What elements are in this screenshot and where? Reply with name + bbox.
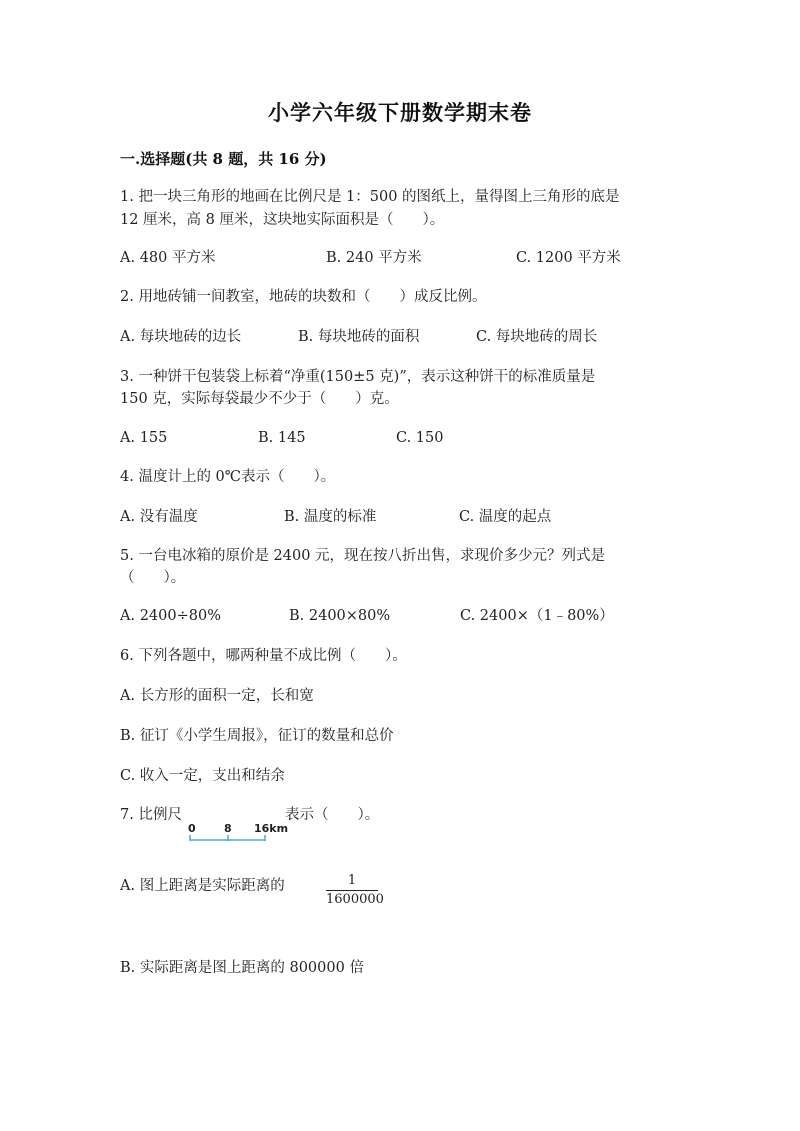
- scale-label-8: 8: [224, 822, 232, 835]
- q3-option-b[interactable]: B. 145: [258, 430, 306, 446]
- scale-bar-graphic: [188, 822, 283, 846]
- scale-bar-figure: [188, 822, 289, 846]
- q1-option-b[interactable]: B. 240 平方米: [326, 250, 422, 266]
- q7-text-suffix: 表示（ ）。: [285, 807, 380, 823]
- q3-text-line2: 150 克，实际每袋最少不少于（ ）克。: [120, 391, 399, 407]
- q5-text-line1: 5. 一台电冰箱的原价是 2400 元，现在按八折出售，求现价多少元？列式是: [120, 548, 606, 564]
- q4-option-c[interactable]: C. 温度的起点: [459, 509, 552, 525]
- scale-label-16km: 16km: [254, 822, 289, 835]
- q5-option-c[interactable]: C. 2400×（1﹣80%）: [460, 608, 614, 624]
- q1-option-a[interactable]: A. 480 平方米: [120, 250, 216, 266]
- fraction-bar: [326, 890, 378, 891]
- q7-text-prefix: 7. 比例尺: [120, 807, 182, 823]
- q4-option-a[interactable]: A. 没有温度: [120, 509, 198, 525]
- q3-option-c[interactable]: C. 150: [396, 430, 444, 446]
- q6-option-c[interactable]: C. 收入一定，支出和结余: [120, 768, 285, 784]
- q7-option-a[interactable]: A. 图上距离是实际距离的: [120, 878, 285, 894]
- q2-option-c[interactable]: C. 每块地砖的周长: [476, 329, 598, 345]
- q6-text-line1: 6. 下列各题中，哪两种量不成比例（ ）。: [120, 648, 407, 664]
- q5-option-a[interactable]: A. 2400÷80%: [120, 608, 221, 624]
- q3-text-line1: 3. 一种饼干包装袋上标着“净重(150±5 克)”，表示这种饼干的标准质量是: [120, 369, 596, 385]
- q1-text-line1: 1. 把一块三角形的地画在比例尺是 1：500 的图纸上，量得图上三角形的底是: [120, 189, 620, 205]
- fraction-denominator: 1600000: [326, 892, 384, 907]
- q4-text-line1: 4. 温度计上的 0℃表示（ ）。: [120, 469, 336, 485]
- q6-option-b[interactable]: B. 征订《小学生周报》，征订的数量和总价: [120, 728, 394, 744]
- q5-text-line2: （ ）。: [120, 570, 186, 586]
- q3-option-a[interactable]: A. 155: [120, 430, 168, 446]
- page-title: 小学六年级下册数学期末卷: [268, 100, 532, 125]
- section-heading: 一.选择题(共 8 题，共 16 分): [120, 150, 327, 168]
- q2-text-line1: 2. 用地砖铺一间教室，地砖的块数和（ ）成反比例。: [120, 289, 487, 305]
- q4-option-b[interactable]: B. 温度的标准: [284, 509, 377, 525]
- q1-text-line2: 12 厘米，高 8 厘米，这块地实际面积是（ ）。: [120, 212, 445, 228]
- fraction-numerator: 1: [347, 873, 357, 888]
- q2-option-a[interactable]: A. 每块地砖的边长: [120, 329, 242, 345]
- q1-option-c[interactable]: C. 1200 平方米: [516, 250, 621, 266]
- q7-option-b[interactable]: B. 实际距离是图上距离的 800000 倍: [120, 960, 364, 976]
- q6-option-a[interactable]: A. 长方形的面积一定，长和宽: [120, 688, 314, 704]
- q2-option-b[interactable]: B. 每块地砖的面积: [298, 329, 420, 345]
- scale-label-0: 0: [188, 822, 196, 835]
- q7-fraction: [326, 873, 384, 908]
- q5-option-b[interactable]: B. 2400×80%: [289, 608, 391, 624]
